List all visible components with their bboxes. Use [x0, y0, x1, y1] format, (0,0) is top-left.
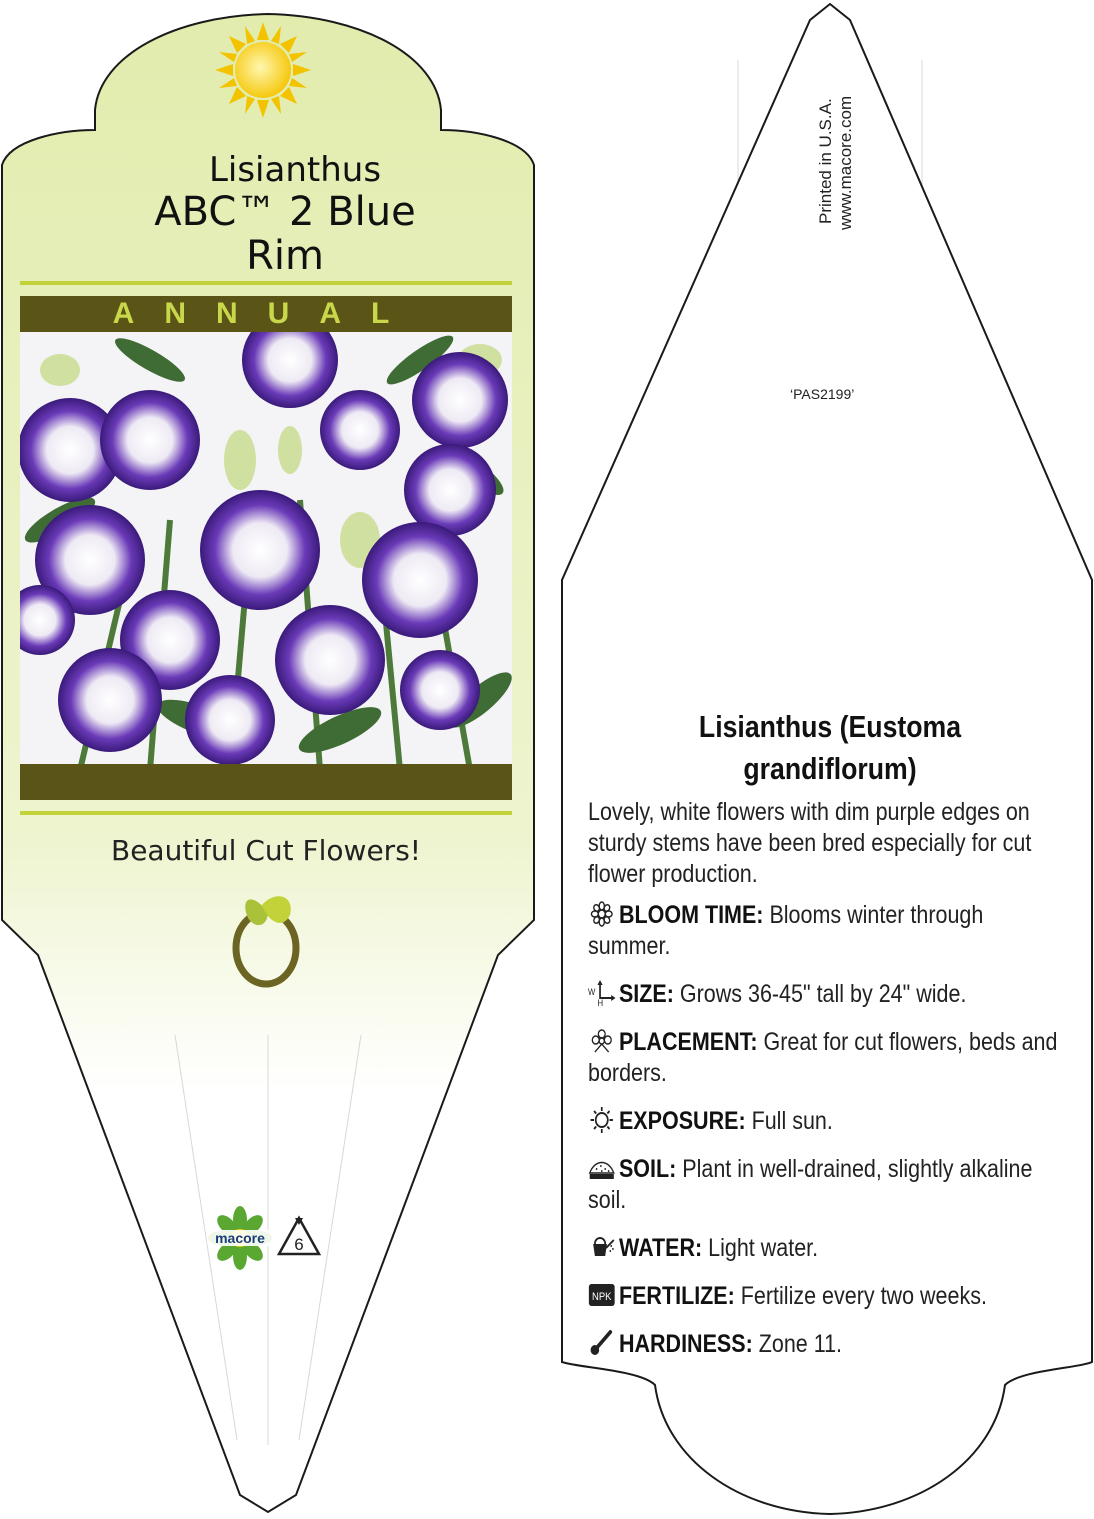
size-icon — [588, 980, 616, 1006]
botanical-title-line2: grandiflorum) — [743, 751, 917, 786]
fertilize-row — [588, 1281, 1070, 1312]
lower-band — [20, 764, 512, 800]
botanical-title — [624, 706, 1037, 790]
size-icon-w: W — [588, 986, 596, 998]
size-value: Grows 36-45" tall by 24" wide. — [673, 980, 967, 1008]
patent-label: ‘PAS2199’ — [790, 386, 855, 402]
sun-icon — [588, 1107, 616, 1133]
water-row — [588, 1233, 1070, 1264]
water-label: WATER: — [618, 1234, 703, 1262]
thermometer-icon — [588, 1330, 616, 1356]
bloom-time-row — [588, 900, 1070, 962]
water-value: Light water. — [702, 1234, 819, 1262]
hardiness-label: HARDINESS: — [618, 1330, 753, 1358]
soil-row — [588, 1154, 1070, 1216]
printed-in-label: Printed in U.S.A. — [816, 98, 835, 224]
exposure-row — [588, 1106, 1070, 1137]
fertilize-value: Fertilize every two weeks. — [734, 1282, 987, 1310]
tagline: Beautiful Cut Flowers! — [110, 834, 422, 867]
bloom-time-label: BLOOM TIME: — [618, 901, 764, 929]
size-icon-h: H — [597, 997, 604, 1006]
sun-icon — [215, 22, 311, 118]
npk-icon — [588, 1282, 616, 1308]
plant-type-label: ANNUAL — [112, 297, 420, 330]
lisianthus-photo — [5, 312, 519, 770]
plant-variety-line1: ABC™ 2 Blue — [154, 189, 416, 235]
flower-icon — [588, 901, 616, 927]
hardiness-row — [588, 1329, 1070, 1360]
npk-text: NPK — [592, 1291, 612, 1304]
accent-line — [20, 281, 512, 285]
recycle-code: 6 — [294, 1235, 304, 1254]
plant-variety-name — [60, 190, 510, 278]
plant-variety-line2: Rim — [246, 233, 324, 279]
soil-icon — [588, 1155, 616, 1181]
exposure-label: EXPOSURE: — [618, 1107, 746, 1135]
plant-name-line1: Lisianthus — [208, 150, 382, 190]
bloom-time-value: Blooms winter through summer. — [588, 901, 984, 960]
placement-label: PLACEMENT: — [618, 1028, 758, 1056]
watering-can-icon — [588, 1234, 616, 1260]
plant-description: Lovely, white flowers with dim purple edges on sturdy stems have been bred especially for cut flower production. — [588, 798, 1032, 888]
placement-value: Great for cut flowers, beds and borders. — [588, 1028, 1058, 1087]
placement-row — [588, 1027, 1070, 1089]
soil-value: Plant in well-drained, slightly alkaline soil. — [588, 1155, 1033, 1214]
soil-label: SOIL: — [618, 1155, 677, 1183]
size-row — [588, 979, 1070, 1010]
care-info — [588, 797, 1068, 1377]
accent-line-lower — [20, 811, 512, 815]
macore-logo-text: macore — [215, 1230, 265, 1246]
website-label: www.macore.com — [836, 95, 855, 230]
fertilize-label: FERTILIZE: — [618, 1282, 735, 1310]
exposure-value: Full sun. — [745, 1107, 833, 1135]
botanical-title-line1: Lisianthus (Eustoma — [698, 709, 962, 744]
hardiness-value: Zone 11. — [752, 1330, 843, 1358]
placement-icon — [588, 1028, 616, 1054]
size-label: SIZE: — [618, 980, 674, 1008]
